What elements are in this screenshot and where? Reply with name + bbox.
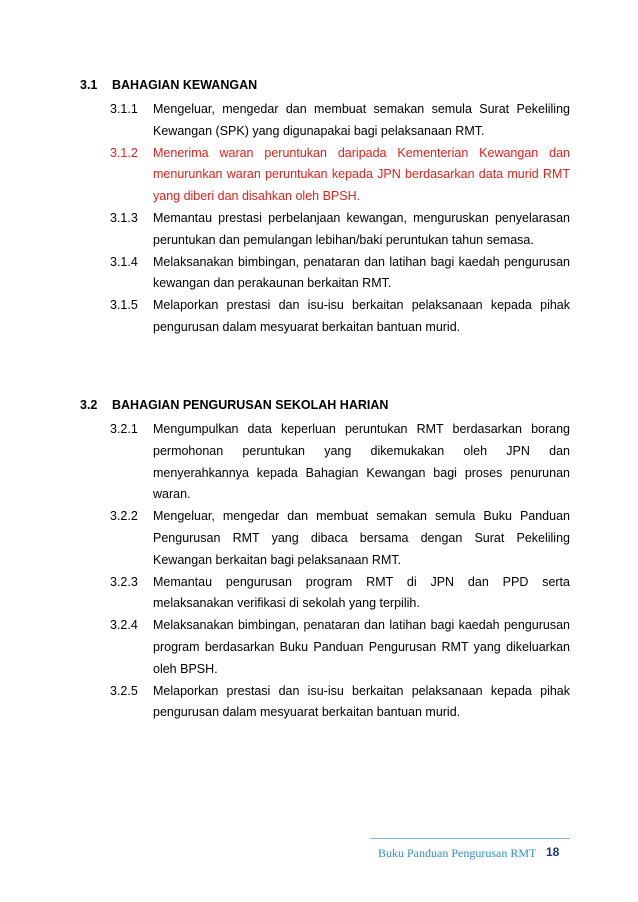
item-number: 3.1.3 (110, 210, 138, 225)
section-kewangan (80, 77, 570, 339)
list-item (110, 615, 570, 680)
section-title: BAHAGIAN KEWANGAN (112, 78, 258, 92)
item-text: Mengumpulkan data keperluan peruntukan RMT berdasarkan borang permohonan peruntukan yang dikemukakan oleh JPN dan menyerahkannya kepada Bahagian Kewangan bagi proses penurunan waran. (153, 422, 570, 502)
section-heading (80, 77, 570, 93)
item-text: Mengeluar, mengedar dan membuat semakan semula Surat Pekeliling Kewangan (SPK) yang digunapakai bagi pelaksanaan RMT. (153, 102, 570, 138)
item-number: 3.1.4 (110, 254, 138, 269)
item-text: Melaksanakan bimbingan, penataran dan latihan bagi kaedah pengurusan kewangan dan perakaunan berkaitan RMT. (153, 254, 570, 291)
section-number: 3.1 (80, 78, 98, 92)
item-number: 3.1.5 (110, 298, 138, 313)
list-item (110, 295, 570, 339)
list-item (110, 506, 570, 571)
section-pengurusan-sekolah-harian (80, 397, 570, 724)
item-text: Memantau prestasi perbelanjaan kewangan, menguruskan penyelarasan peruntukan dan pemulangan lebihan/baki peruntukan tahun semasa. (153, 210, 570, 247)
item-text: Melaporkan prestasi dan isu-isu berkaitan pelaksanaan kepada pihak pengurusan dalam mesyuarat berkaitan bantuan murid. (153, 298, 570, 334)
item-text: Melaksanakan bimbingan, penataran dan latihan bagi kaedah pengurusan program berdasarkan Buku Panduan Pengurusan RMT yang dikeluarkan oleh BPSH. (153, 618, 570, 676)
footer-title: Buku Panduan Pengurusan RMT (378, 846, 537, 860)
item-number: 3.2.3 (110, 574, 138, 589)
list-item (110, 681, 570, 725)
item-text: Menerima waran peruntukan daripada Kementerian Kewangan dan menurunkan waran peruntukan kepada JPN berdasarkan data murid RMT yang diberi dan disahkan oleh BPSH. (153, 145, 570, 204)
list-item (110, 419, 570, 506)
section-title: BAHAGIAN PENGURUSAN SEKOLAH HARIAN (112, 398, 389, 412)
page-number: 18 (546, 845, 560, 859)
page-footer (370, 838, 570, 868)
list-item (110, 99, 570, 143)
list-item (110, 143, 570, 208)
footer-divider (370, 838, 570, 839)
item-number: 3.1.1 (110, 102, 138, 116)
item-text: Memantau pengurusan program RMT di JPN dan PPD serta melaksanakan verifikasi di sekolah yang terpilih. (153, 574, 570, 611)
list-item (110, 252, 570, 296)
list-item (110, 208, 570, 252)
item-number: 3.2.2 (110, 509, 138, 524)
item-number: 3.2.1 (110, 422, 138, 436)
section-number: 3.2 (80, 398, 98, 412)
list-item (110, 572, 570, 616)
item-number: 3.1.2 (110, 145, 138, 160)
item-number: 3.2.4 (110, 618, 138, 633)
item-number: 3.2.5 (110, 683, 138, 698)
section-heading (80, 397, 570, 413)
item-text: Mengeluar, mengedar dan membuat semakan semula Buku Panduan Pengurusan RMT yang dibaca bersama dengan Surat Pekeliling Kewangan berkaitan bagi pelaksanaan RMT. (153, 509, 570, 567)
item-text: Melaporkan prestasi dan isu-isu berkaitan pelaksanaan kepada pihak pengurusan dalam mesyuarat berkaitan bantuan murid. (153, 683, 570, 720)
